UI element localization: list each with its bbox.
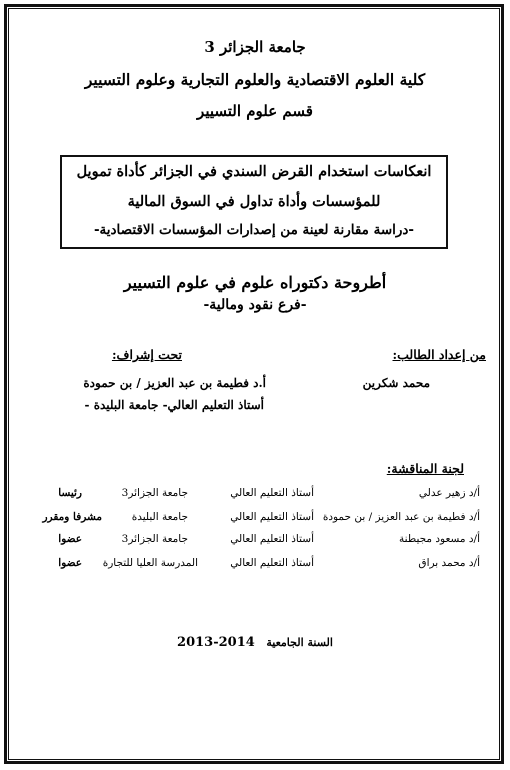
thesis-subtitle: -دراسة مقارنة لعينة من إصدارات المؤسسات الاقتصادية- <box>93 222 415 238</box>
member-institution: المدرسة العليا للتجارة <box>102 557 198 569</box>
thesis-title-line1: انعكاسات استخدام القرض السندي في الجزائر كأداة تمويل <box>76 163 432 180</box>
member-role: عضوا <box>58 557 82 569</box>
thesis-title-box <box>60 155 448 249</box>
committee-row <box>0 533 510 553</box>
academic-year-value: 2013-2014 <box>177 635 255 650</box>
supervisor-affiliation: أستاذ التعليم العالي- جامعة البليدة - <box>84 398 264 412</box>
student-name: محمد شكرين <box>362 376 430 390</box>
member-name: أ/د مسعود مجيطنة <box>399 533 480 545</box>
student-label: من إعداد الطالب: <box>392 347 486 362</box>
member-role: عضوا <box>58 533 82 545</box>
academic-year <box>150 631 360 650</box>
supervisor-name: أ.د فطيمة بن عبد العزيز / بن حمودة <box>83 376 266 390</box>
member-rank: أستاذ التعليم العالي <box>230 487 314 499</box>
faculty-name: كلية العلوم الاقتصادية والعلوم التجارية وعلوم التسيير <box>84 70 426 89</box>
member-rank: أستاذ التعليم العالي <box>230 557 314 569</box>
member-institution: جامعة البليدة <box>131 511 188 523</box>
academic-year-label: السنة الجامعية <box>266 636 333 649</box>
committee-row <box>0 487 510 507</box>
thesis-title-line2: للمؤسسات وأداة تداول في السوق المالية <box>127 193 381 210</box>
member-institution: جامعة الجزائر3 <box>121 487 188 499</box>
member-rank: أستاذ التعليم العالي <box>230 533 314 545</box>
member-name: أ/د محمد براق <box>418 557 480 569</box>
committee-row <box>0 557 510 577</box>
university-name: جامعة الجزائر 3 <box>204 38 306 56</box>
committee-row <box>0 511 510 531</box>
member-institution: جامعة الجزائر3 <box>121 533 188 545</box>
member-role: مشرفا ومقرر <box>42 511 102 523</box>
department-name: قسم علوم التسيير <box>197 102 313 120</box>
thesis-type: أطروحة دكتوراه علوم في علوم التسيير <box>123 273 387 292</box>
supervisor-label: تحت إشراف: <box>111 347 182 362</box>
member-rank: أستاذ التعليم العالي <box>230 511 314 523</box>
committee-label: لجنة المناقشة: <box>386 461 464 476</box>
member-name: أ/د زهير عدلي <box>418 487 480 499</box>
member-name: أ/د فطيمة بن عبد العزيز / بن حمودة <box>322 511 480 523</box>
thesis-branch: -فرع نقود ومالية- <box>203 297 307 313</box>
member-role: رئيسا <box>58 487 82 499</box>
